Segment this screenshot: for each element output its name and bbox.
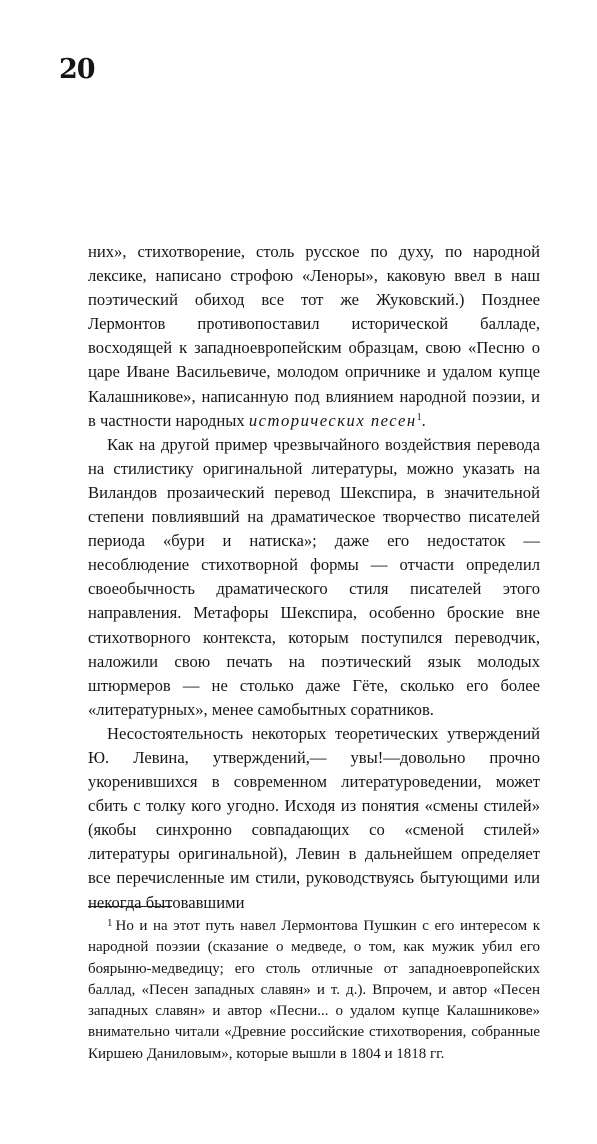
main-text	[88, 240, 540, 915]
italic-phrase: исторических песен	[248, 410, 417, 430]
footnote-text: Но и на этот путь навел Лермонтова Пушкин с его интересом к народной поэзии (сказание о медведе, о том, как мужик убил его боярыню-медведицу; его столь отличные от западноевропейских баллад, «Песен западных славян» и т. д.). Впрочем, и автор «Песен западных славян» и автор «Песни... о удалом купце Калашникове» внимательно читали «Древние российские стихотворения, собранные Киршею Даниловым», которые вышли в 1804 и 1818 гг.	[88, 918, 540, 1062]
paragraph-3: Несостоятельность некоторых теоретических утверждений Ю. Левина, утверждений,— увы!—довольно прочно укоренившихся в современном литературоведении, может сбить с толку кого угодно. Исходя из понятия «смены стилей» (якобы синхронно совпадающих со «сменой стилей» литературы оригинальной), Левин в дальнейшем определяет все перечисленные им стили, руководствуясь бытующими или некогда бытовавшими	[88, 723, 540, 912]
footnote-reference[interactable]: 1	[416, 411, 422, 423]
footnote-divider	[88, 906, 172, 907]
footnote	[88, 916, 540, 1065]
paragraph-1-text: них», стихотворение, столь русское по духу, по народной лексике, написано строфою «Леноры», каковую ввел в наш поэтический обиход все тот же Жуковский.) Позднее Лермонтов противопоставил исторической балладе, восходящей к западноевропейским образцам, свою «Песню о царе Иване Васильевиче, молодом опричнике и удалом купце Калашникове», написанную под влиянием народной поэзии, и в частности народных	[88, 242, 540, 430]
paragraph-1	[88, 240, 540, 433]
page-number: 20	[59, 54, 95, 85]
paragraph-2: Как на другой пример чрезвычайного воздействия перевода на стилистику оригинальной литературы, можно указать на Виландов прозаический перевод Шекспира, в значительной степени повлиявший на драматическое творчество писателей периода «бури и натиска»; даже его недостаток — несоблюдение стихотворной формы — отчасти определил своеобычность драматического стиля писателей этого направления. Метафоры Шекспира, особенно броские вне стихотворного контекста, которым поступился переводчик, наложили свою печать на поэтический язык молодых штюрмеров — не столько даже Гёте, сколько его более «литературных», менее самобытных соратников.	[88, 434, 540, 719]
footnote-mark: 1	[107, 917, 113, 929]
paragraph-1-tail: .	[421, 410, 426, 430]
